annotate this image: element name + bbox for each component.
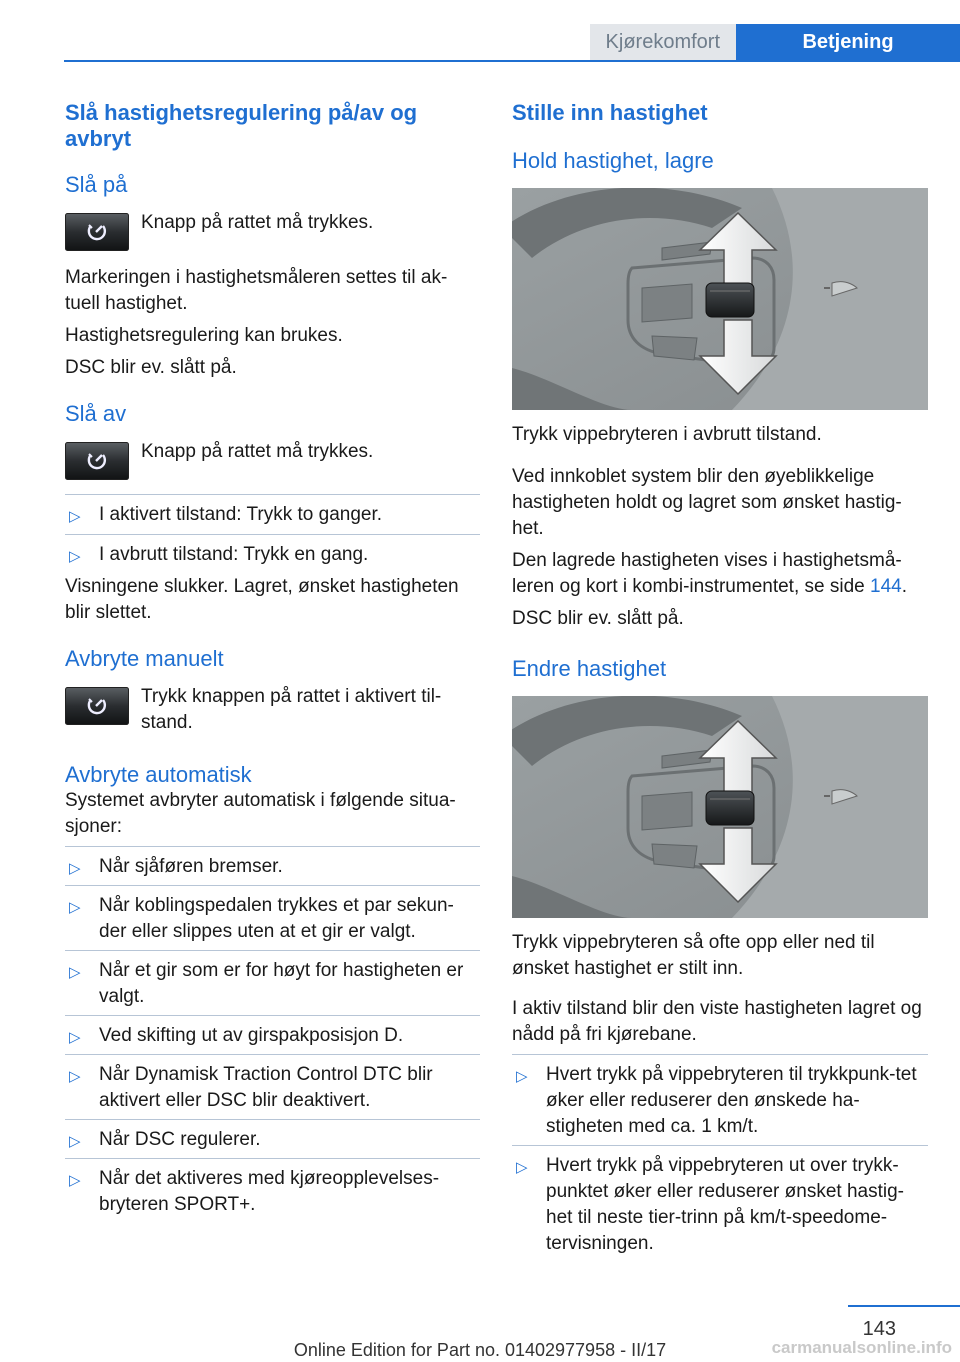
triangle-right-icon: ▷ bbox=[69, 1133, 81, 1150]
left-column bbox=[65, 100, 480, 1223]
list-auto bbox=[65, 846, 480, 1223]
triangle-right-icon: ▷ bbox=[69, 899, 81, 916]
edition-footer: Online Edition for Part no. 01402977958 - II/17 bbox=[293, 1340, 667, 1360]
list-item: ▷ Når DSC regulerer. bbox=[65, 1119, 480, 1158]
list-item: ▷ Hvert trykk på vippebryteren til trykkpunk-tet øker eller reduserer den ønskede ha-stigheten med ca. 1 km/t. bbox=[512, 1054, 928, 1145]
triangle-right-icon: ▷ bbox=[69, 548, 81, 565]
button-text-on: Knapp på rattet må trykkes. bbox=[141, 212, 374, 233]
button-text-off: Knapp på rattet må trykkes. bbox=[141, 441, 374, 462]
triangle-right-icon: ▷ bbox=[69, 1029, 81, 1046]
page-header bbox=[0, 0, 960, 62]
page-number: 143 bbox=[862, 1318, 896, 1340]
paragraph: Visningene slukker. Lagret, ønsket hastigheten blir slettet. bbox=[65, 576, 459, 623]
right-column bbox=[512, 100, 928, 1262]
list-item: ▷ Ved skifting ut av girspakposisjon D. bbox=[65, 1015, 480, 1054]
list-item: ▷ Når Dynamisk Traction Control DTC blir aktivert eller DSC blir deaktivert. bbox=[65, 1054, 480, 1119]
heading-off: Slå av bbox=[65, 401, 127, 426]
list-change bbox=[512, 1054, 928, 1262]
list-item: ▷ Når sjåføren bremser. bbox=[65, 846, 480, 885]
paragraph: Systemet avbryter automatisk i følgende situa-sjoner: bbox=[65, 790, 456, 837]
section-title: Stille inn hastighet bbox=[512, 100, 708, 125]
paragraph: Hastighetsregulering kan brukes. bbox=[65, 325, 343, 346]
heading-auto: Avbryte automatisk bbox=[65, 762, 252, 787]
paragraph: Den lagrede hastigheten vises i hastighetsmå-leren og kort i kombi-instrumentet, se side 144. bbox=[512, 550, 907, 597]
section-title: Slå hastighetsregulering på/av og avbryt bbox=[65, 100, 418, 151]
header-rule bbox=[64, 60, 960, 62]
paragraph: I aktiv tilstand blir den viste hastigheten lagret og nådd på fri kjørebane. bbox=[512, 998, 922, 1045]
button-row-manual bbox=[65, 684, 480, 736]
cruise-control-button-icon bbox=[65, 442, 129, 480]
list-item: ▷ Når det aktiveres med kjøreopplevelses-bryteren SPORT+. bbox=[65, 1158, 480, 1223]
list-item: ▷ Når et gir som er for høyt for hastigheten er valgt. bbox=[65, 950, 480, 1015]
triangle-right-icon: ▷ bbox=[69, 508, 81, 525]
paragraph: Trykk vippebryteren så ofte opp eller ned til ønsket hastighet er stilt inn. bbox=[512, 932, 875, 979]
list-item: ▷ I aktivert tilstand: Trykk to ganger. bbox=[65, 494, 480, 534]
triangle-right-icon: ▷ bbox=[516, 1068, 528, 1085]
heading-on: Slå på bbox=[65, 172, 128, 197]
steering-wheel-image bbox=[512, 188, 928, 410]
paragraph: Ved innkoblet system blir den øyeblikkelige hastigheten holdt og lagret som ønsket hastig-het. bbox=[512, 466, 902, 539]
heading-manual: Avbryte manuelt bbox=[65, 646, 224, 671]
triangle-right-icon: ▷ bbox=[69, 860, 81, 877]
triangle-right-icon: ▷ bbox=[69, 1068, 81, 1085]
list-off bbox=[65, 494, 480, 568]
heading-hold: Hold hastighet, lagre bbox=[512, 148, 714, 173]
cruise-control-button-icon bbox=[65, 687, 129, 725]
button-row-off bbox=[65, 439, 480, 480]
list-item: ▷ Hvert trykk på vippebryteren ut over trykk-punktet øker eller reduserer ønsket hastig-het til neste tier-trinn på km/t-speedome-tervisningen. bbox=[512, 1145, 928, 1262]
paragraph: Trykk vippebryteren i avbrutt tilstand. bbox=[512, 424, 822, 445]
triangle-right-icon: ▷ bbox=[69, 964, 81, 981]
button-row-on bbox=[65, 210, 480, 251]
list-item: ▷ Når koblingspedalen trykkes et par sekun-der eller slippes uten at et gir er valgt. bbox=[65, 885, 480, 950]
chapter-tab: Betjening bbox=[736, 24, 960, 60]
paragraph: DSC blir ev. slått på. bbox=[512, 608, 684, 629]
page-link[interactable]: 144 bbox=[870, 576, 902, 597]
section-tab: Kjørekomfort bbox=[590, 24, 736, 60]
button-text-manual: Trykk knappen på rattet i aktivert til-stand. bbox=[141, 686, 442, 733]
paragraph: Markeringen i hastighetsmåleren settes til ak-tuell hastighet. bbox=[65, 267, 448, 314]
triangle-right-icon: ▷ bbox=[69, 1172, 81, 1189]
paragraph: DSC blir ev. slått på. bbox=[65, 357, 237, 378]
triangle-right-icon: ▷ bbox=[516, 1159, 528, 1176]
cruise-control-button-icon bbox=[65, 213, 129, 251]
watermark: carmanualsonline.info bbox=[771, 1338, 952, 1357]
heading-change: Endre hastighet bbox=[512, 656, 667, 681]
footer-rule bbox=[848, 1305, 960, 1307]
steering-wheel-image bbox=[512, 696, 928, 918]
list-item: ▷ I avbrutt tilstand: Trykk en gang. bbox=[65, 534, 480, 568]
